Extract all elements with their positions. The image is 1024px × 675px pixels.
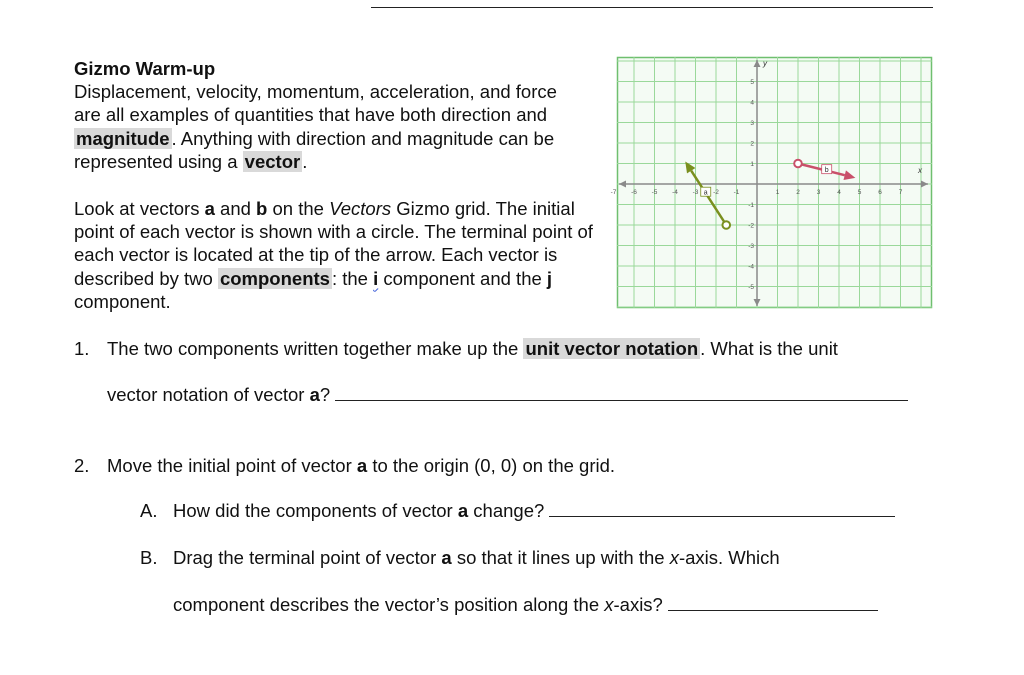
x-tick-label: 7	[898, 189, 903, 196]
y-tick-label: 1	[750, 161, 754, 168]
y-tick-label: -4	[748, 263, 754, 271]
vectors-paragraph	[74, 197, 594, 313]
p2-vector-b: b	[256, 198, 268, 219]
j-component-letter: j	[546, 267, 553, 289]
vectors-gizmo-grid	[610, 57, 932, 308]
term-vector: vector	[244, 150, 301, 172]
y-tick-label: 3	[750, 120, 754, 127]
q1-answer-blank[interactable]	[335, 384, 908, 401]
q2b-text-2: so that it lines up with the	[451, 547, 670, 568]
vector-a-initial-point	[722, 221, 730, 229]
q2b-vector-a: a	[441, 547, 452, 568]
q2b-x-italic-2: x	[604, 594, 614, 615]
term-magnitude: magnitude	[76, 127, 170, 149]
q2b-line-1	[173, 546, 780, 569]
p2-text-1: Look at vectors	[74, 198, 205, 219]
x-tick-label: -7	[610, 189, 617, 196]
grid-svg	[610, 57, 932, 308]
q2b-text-5: -axis?	[613, 594, 663, 615]
x-tick-label: 5	[857, 189, 862, 196]
q2a-answer-blank[interactable]	[549, 500, 895, 517]
q2b-label	[140, 546, 157, 569]
y-tick-label: -1	[748, 202, 754, 209]
q2a-text-2: change?	[468, 500, 545, 521]
section-title: Gizmo Warm-up	[74, 58, 216, 79]
term-unit-vector-notation: unit vector notation	[525, 338, 699, 359]
i-component-letter: i	[373, 267, 379, 289]
x-tick-label: 3	[816, 189, 821, 196]
q2a-text-1: How did the components of vector	[173, 500, 458, 521]
p2-text-3: on the	[267, 198, 330, 219]
intro-section	[74, 57, 574, 173]
q1-vector-a: a	[309, 384, 320, 405]
x-axis-label: x	[918, 166, 922, 175]
y-tick-label: 4	[750, 99, 754, 107]
y-tick-label: -5	[748, 284, 754, 291]
p2-text-6: component and the	[378, 267, 547, 289]
q2b-text-3: -axis. Which	[678, 547, 780, 568]
p2-text-4: Gizmo grid. The initial point of each vector is shown with a circle. The terminal point of each vector is located at the tip of the arrow. Each vector is described by two	[74, 198, 593, 289]
intro-paragraph	[74, 80, 574, 173]
q2a-letter: A.	[140, 500, 158, 521]
x-tick-label: -6	[631, 189, 637, 196]
q2-text-1: Move the initial point of vector	[107, 455, 357, 476]
x-tick-label: -1	[733, 189, 740, 196]
q2b-letter: B.	[140, 547, 158, 568]
p2-vector-a: a	[204, 198, 215, 219]
x-tick-label: -5	[651, 189, 658, 196]
q2b-x-italic: x	[669, 547, 679, 568]
question-1	[74, 337, 89, 360]
q1-number: 1.	[74, 338, 90, 359]
q2a-label	[140, 499, 157, 522]
intro-text-end: .	[302, 150, 308, 172]
q2b-line-2	[173, 593, 878, 616]
x-tick-label: 6	[878, 189, 882, 196]
q2b-answer-blank[interactable]	[668, 594, 878, 611]
y-tick-label: -3	[748, 243, 754, 250]
q1-qmark: ?	[319, 384, 331, 405]
q2-text-2: to the origin (0, 0) on the grid.	[367, 455, 616, 476]
grid-border	[618, 58, 932, 308]
p2-text-5: : the	[331, 267, 374, 289]
intro-text-1: Displacement, velocity, momentum, acceleration, and force are all examples of quantities that have both direction and	[74, 81, 557, 126]
y-tick-label: 5	[750, 79, 754, 86]
q1-text-1: The two components written together make up the	[107, 338, 524, 359]
p2-vectors-italic: Vectors	[329, 198, 392, 219]
x-tick-label: 4	[837, 189, 841, 196]
y-tick-label: 2	[750, 140, 754, 148]
question-2	[74, 454, 89, 477]
vector-a-label: a	[703, 189, 708, 197]
term-components: components	[219, 267, 330, 289]
question-1-line-2	[107, 383, 908, 406]
intro-text-2: . Anything with direction and magnitude can be represented using a	[74, 127, 555, 172]
y-axis-label: y	[763, 59, 767, 68]
x-tick-label: 2	[796, 189, 800, 196]
y-tick-label: -2	[748, 222, 754, 230]
x-tick-label: 1	[775, 189, 780, 196]
q2b-text-4: component describes the vector’s position along the	[173, 594, 605, 615]
q2b-text-1: Drag the terminal point of vector	[173, 547, 442, 568]
question-1-line-1	[107, 337, 838, 360]
q1-text-2: . What is the unit	[700, 338, 838, 359]
q2-vector-a: a	[356, 455, 368, 476]
vector-b-initial-point	[794, 160, 802, 168]
p2-text-2: and	[214, 198, 257, 219]
vector-b-label: b	[824, 167, 829, 175]
x-tick-label: -4	[672, 189, 678, 196]
q1-text-3: vector notation of vector	[107, 384, 310, 405]
x-tick-label: -2	[713, 189, 719, 196]
top-answer-line	[371, 7, 933, 8]
question-2-line-1	[107, 454, 615, 477]
q2-number: 2.	[74, 455, 90, 476]
x-tick-label: -3	[692, 189, 699, 196]
q2a-line	[173, 499, 895, 522]
p2-text-7: component.	[74, 290, 171, 312]
q2a-vector-a: a	[457, 500, 469, 521]
